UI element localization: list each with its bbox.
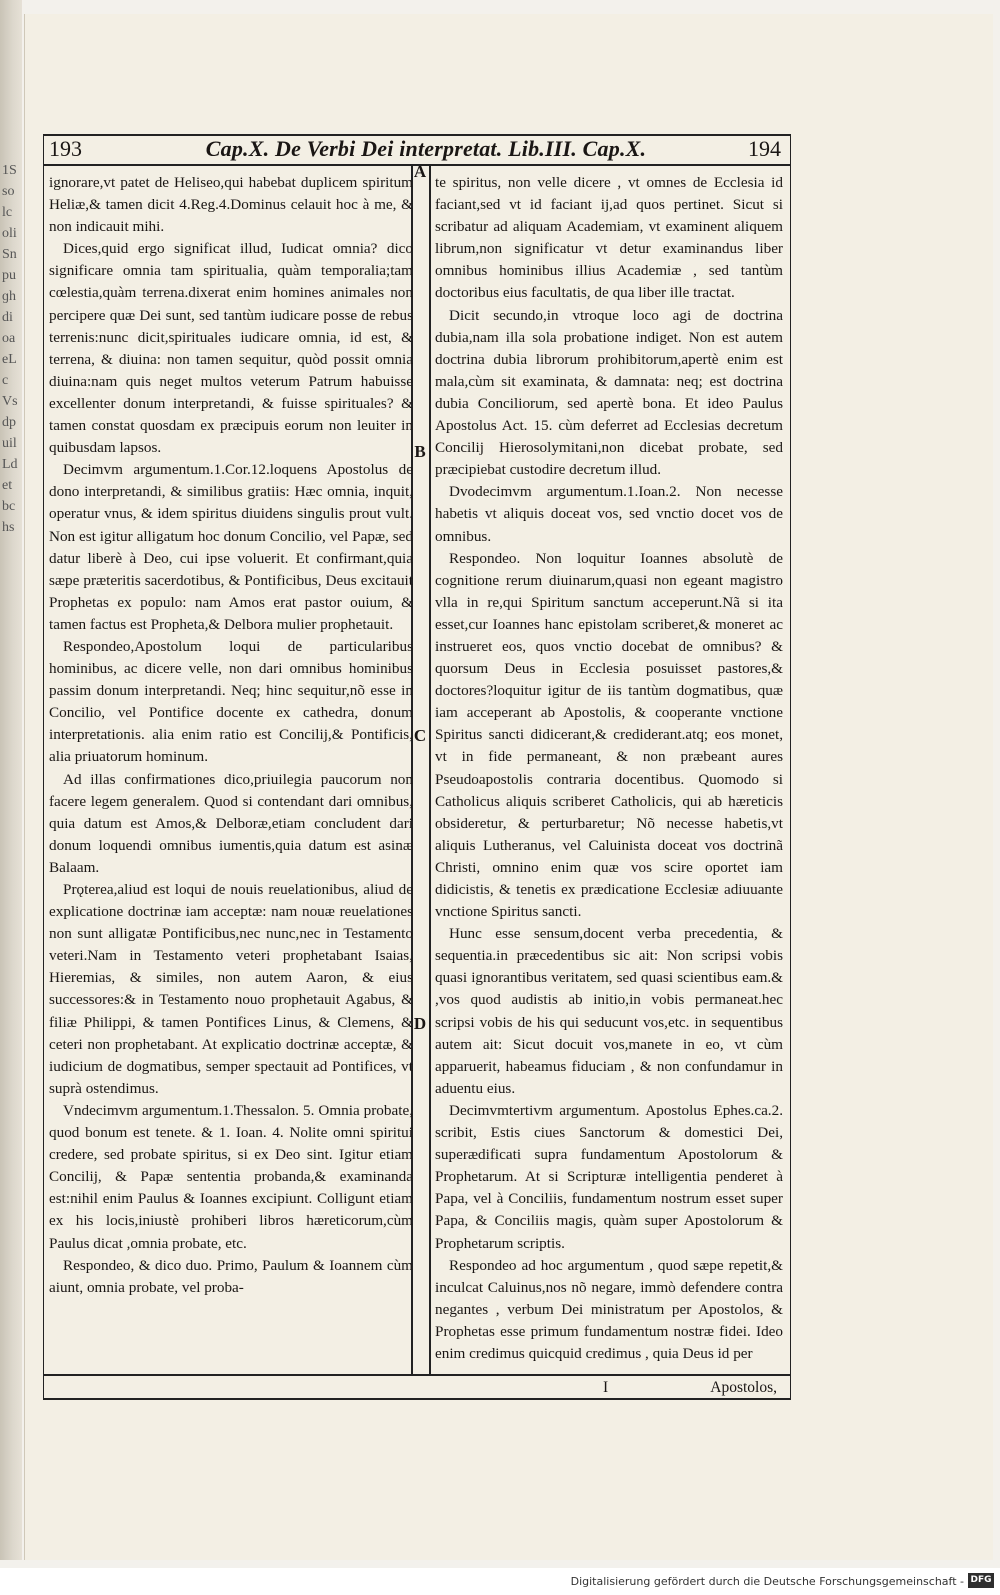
right-column: [435, 172, 783, 1365]
adjacent-page-edge: [0, 0, 22, 1560]
paragraph: Ad illas confirmationes dico,priuilegia paucorum non facere legem generalem. Quod si contendant dari omnibus, quia datum est Amos,& Delboræ,etiam concludent dari donum loquendi omnibus iumentis,quia datum est asinæ Balaam.: [49, 770, 413, 876]
margin-letter-d: D: [413, 1014, 427, 1033]
paragraph: Prǫterea,aliud est loqui de nouis reuelationibus, aliud de explicatione doctrinæ iam acceptæ: nam nouæ reuelationes non sunt alligatæ Pontificibus,nec nunc,nec in Testamento veteri.Nam in Testamento veteri prophetabant Isaias, Hieremias, & similes, non autem Aaron, & eius successores:& in Testamento nouo prophetauit Agabus, & filiæ Philippi, & tamen Pontifices Linus, & Clemens, & ceteri non prophetabant. At explicatio doctrinæ acceptæ, & iudicium de dogmatibus, semper spectauit ad Pontifices, vt suprà ostendimus.: [49, 881, 413, 1097]
paragraph: Dvodecimvm argumentum.1.Ioan.2. Non necesse habetis vt aliquis doceat vos, sed vnctio docet vos de omnibus.: [435, 483, 783, 545]
page-number-right: 194: [748, 136, 781, 161]
page-number-left: 193: [49, 136, 82, 161]
paragraph: Respondeo,Apostolum loqui de particularibus hominibus, ac dicere velle, non dari omnibus hominibus passim donum interpretandi. Neq; hinc sequitur,nõ esse in Concilio, vel Pontifice docente ex cathedra, donum interpretationis. alia enim ratio est Concilij,& Pontificis, alia priuatorum hominum.: [49, 637, 413, 766]
signature-mark: I: [603, 1379, 609, 1396]
dfg-logo-icon: DFG: [968, 1573, 994, 1588]
paragraph: Dicit secundo,in vtroque loco agi de doctrina dubia,nam illa sola probatione indiget. Non est autem doctrina dubia librorum prohibitorum,apertè enim est mala,cùm sit examinata, & damnata: neq; est doctrina dubia Conciliorum, sed apertè bona. Et ideo Paulus Apostolus Act. 15. cùm deferret ad Ecclesias decretum Concilij Hierosolymitani,non dicebat probate, sed præcipiebat custodire decretum illud.: [435, 306, 783, 479]
paragraph: Respondeo. Non loquitur Ioannes absolutè de cognitione rerum diuinarum,quasi non egeant magistro vlla in re,qui Spiritum sanctum acceperunt.Nã si ita esset,cur Ioannes hanc epistolam scriberet,& moneret ac instrueret eos, quos vnctio docebat de omnibus? & quorsum Deus in Ecclesia posuisset pastores,& doctores?loquitur igitur de iis tantùm dogmatibus, quæ iam acceperant ab Apostolis, & cooperante vnctione Spiritus sancti didicerant,& crediderant.atq; eos monet, vt in fide permaneant, & non præbeant aures Pseudoapostolis contraria docentibus. Quomodo si Catholicus aliquis scriberet Catholicis, qui ab hæreticis obsideretur, & perturbaretur; Nõ necesse habetis,vt aliquis Lutheranus, vel Caluinista doceat vos doctrinã Christi, omnino enim quæ vos scire oportet iam didicistis, & tenetis ex prædicatione Ecclesiæ adiuuante vnctione Spiritus sancti.: [435, 549, 783, 921]
paragraph: Respondeo, & dico duo. Primo, Paulum & Ioannem cùm aiunt, omnia probate, vel proba-: [49, 1256, 413, 1296]
paragraph: Decimvmtertivm argumentum. Apostolus Ephes.ca.2. scribit, Estis ciues Sanctorum & domestici Dei, superædificati supra fundamentum Apostolorum & Prophetarum. At si Scripturæ intelligentia penderet à Papa, vel à Conciliis, fundamentum nostrum esset super Papa, & Conciliis magis, quàm super Apostolorum & Prophetarum scriptis.: [435, 1101, 783, 1252]
paragraph: Respondeo ad hoc argumentum , quod sæpe repetit,& inculcat Caluinus,nos nõ negare, immò defendere contra negantes , verbum Dei ministratum per Apostolos, & Prophetas esse primum fundamentum nostræ fidei. Ideo enim credimus quicquid credimus , quia Deus id per: [435, 1256, 783, 1362]
paragraph: Dices,quid ergo significat illud, Iudicat omnia? dico significare omnia tam spiritualia, quàm temporalia;tam cœlestia,quàm terrena.dixerat enim homines animales non percipere quæ Dei sunt, sed tantùm iudicare posse de rebus terrenis:nunc dicit,spirituales iudicare omnia, id est, & terrena, & diuina: non tamen sequitur, quòd possit omnia diuina:nam quis neget multos veterum Patrum habuisse excellenter donum interpretandi, & fuisse spirituales? & tamen constat quosdam ex præcipuis eorum non leuiter in quibusdam lapsos.: [49, 240, 413, 457]
margin-letter-a: A: [413, 162, 427, 181]
running-header: [43, 134, 791, 164]
digitization-credit: Digitalisierung gefördert durch die Deutsche Forschungsgemeinschaft -: [570, 1575, 964, 1588]
adjacent-page-text: 1SsolcoliSnpuɡhdioaeLcVsdpuilLdetbchs: [2, 163, 18, 535]
paragraph: Hunc esse sensum,docent verba precedentia, & sequentia.in præcedentibus sic ait: Non scripsi vobis quasi ignorantibus veritatem, sed quasi scientibus eam.& ,vos quod audistis ab initio,in vobis permaneat.hec scripsi vobis de his qui seducunt vos,etc. in sequentibus autem ait: Sicut docuit vos,manete in eo, vt cùm apparuerit, habeamus fiduciam , & non confundamur in aduentu eius.: [435, 925, 783, 1097]
margin-letter-c: C: [413, 726, 427, 745]
running-title: Cap.X. De Verbi Dei interpretat. Lib.III. Cap.X.: [205, 136, 647, 161]
paragraph: Decimvm argumentum.1.Cor.12.loquens Apostolus de dono interpretandi, & similibus gratiis: Hæc omnia, inquit, operatur vnus, & idem spiritus diuidens singulis prout vult. Non est igitur alligatum hoc donum Concilio, vel Papæ, sed datur liberè à Deo, cui ipse voluerit. Et confirmant,quia sæpe præteritis sacerdotibus, & Pontificibus, Deus excitauit Prophetas ex populo: nam Amos erat pastor ouium, & tamen factus est Propheta,& Delbora mulier prophetauit.: [49, 461, 413, 633]
catchword: Apostolos,: [710, 1379, 777, 1396]
left-column: [49, 172, 413, 1299]
column-rule-right: [429, 164, 431, 1374]
paragraph: Vndecimvm argumentum.1.Thessalon. 5. Omnia probate, quod bonum est tenete. & 1. Ioan. 4. Nolite omni spiritui credere, sed probate spiritus, si ex Deo sint. Igitur etiam Concilij, & Papæ sententia probanda,& examinanda est:nihil enim Paulus & Ioannes excipiunt. Colligunt etiam ex his locis,iniustè prohiberi libros hæreticorum,cùm Paulus dicat ,omnia probate, etc.: [49, 1101, 413, 1252]
margin-letter-b: B: [414, 442, 426, 461]
paragraph: ignorare,vt patet de Heliseo,qui habebat duplicem spiritum Heliæ,& tamen dicit 4.Reg.4.Dominus celauit hoc à me, & non indicauit mihi.: [49, 174, 413, 236]
digitization-bar: [0, 1568, 1000, 1595]
paragraph: te spiritus, non velle dicere , vt omnes de Ecclesia id faciant,sed vt id faciant ij,ad quos pertinet. Sicut si scribatur ad aliquam Academiam, vt examinent aliquem librum,non significatur vt detur examinandus liber omnibus hominibus illius Academiæ , sed tantùm doctoribus eius facultatis, de qua liber ille tractat.: [435, 174, 783, 302]
book-page: [24, 14, 993, 1560]
page-footer: [43, 1376, 791, 1400]
